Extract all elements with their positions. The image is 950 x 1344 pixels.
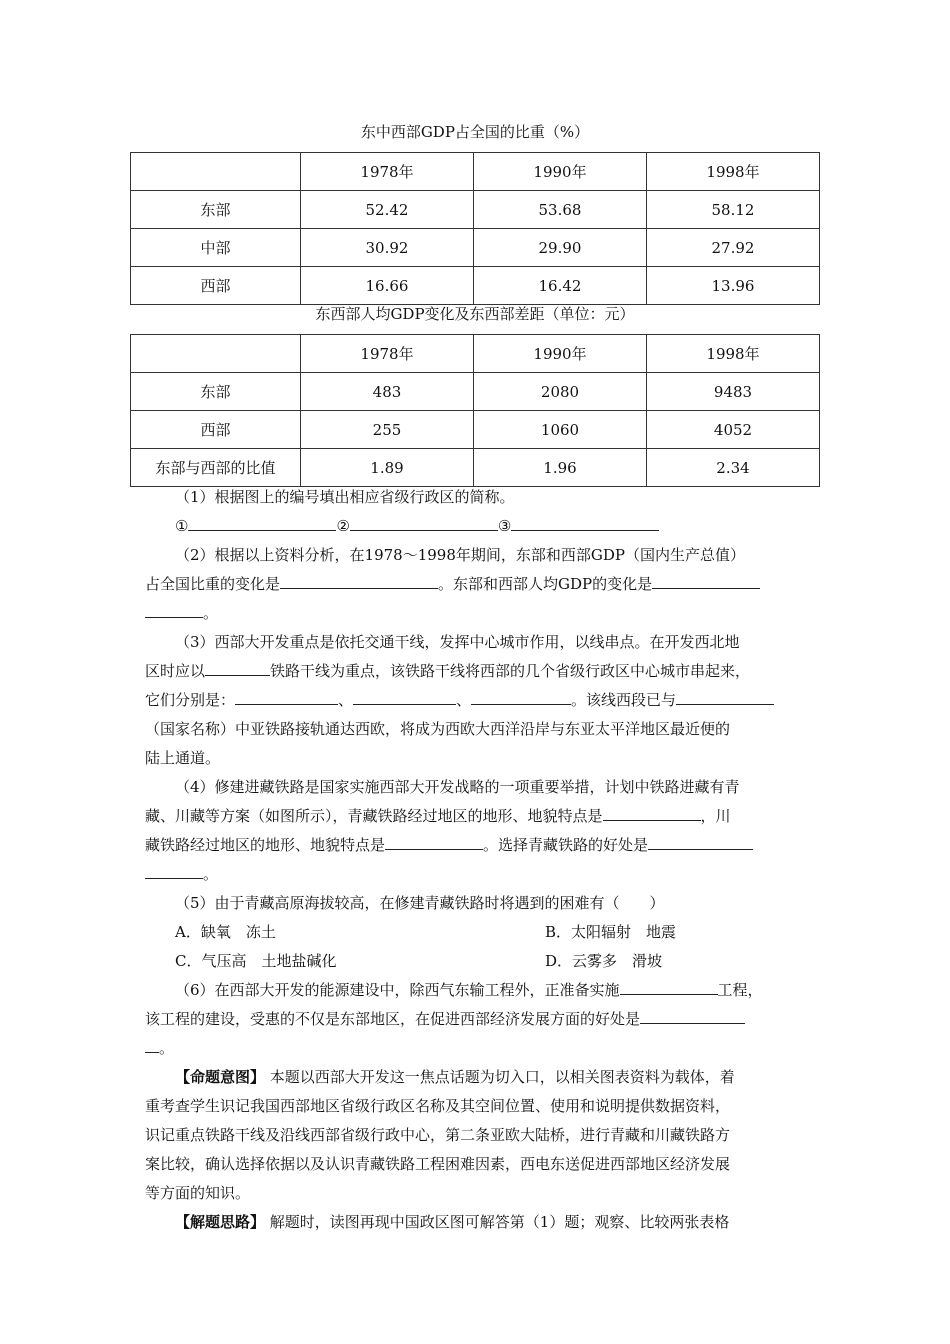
q4-blank-advantage-cont[interactable] bbox=[145, 862, 203, 879]
row-label: 西部 bbox=[131, 411, 301, 449]
option-b[interactable]: B．太阳辐射 地震 bbox=[545, 923, 677, 941]
q2-line-1: （2）根据以上资料分析，在1978～1998年期间，东部和西部GDP（国内生产总值） bbox=[175, 546, 745, 564]
header-cell: 1990年 bbox=[474, 153, 647, 191]
q2-line-3 bbox=[145, 599, 810, 628]
q6-line-1 bbox=[145, 976, 810, 1005]
q1-blank-1[interactable] bbox=[188, 514, 336, 531]
table-cell: 30.92 bbox=[301, 229, 474, 267]
q2-text: 。东部和西部人均GDP的变化是 bbox=[438, 575, 653, 593]
option-a[interactable]: A．缺氧 冻土 bbox=[175, 923, 276, 941]
q3-blank-city-2[interactable] bbox=[353, 688, 456, 705]
q1-blank-2[interactable] bbox=[350, 514, 498, 531]
q4-line-3 bbox=[145, 831, 810, 860]
table1-caption: 东中西部GDP占全国的比重（%） bbox=[360, 123, 590, 141]
intent-line-2: 重考查学生识记我国西部地区省级行政区名称及其空间位置、使用和说明提供数据资料， bbox=[145, 1097, 731, 1115]
q6-text: 工程， bbox=[717, 981, 763, 999]
q3-blank-railway[interactable] bbox=[205, 659, 270, 676]
q5-options-row-1 bbox=[145, 918, 810, 947]
header-cell: 1978年 bbox=[301, 153, 474, 191]
table-cell: 13.96 bbox=[647, 267, 820, 305]
q2-blank-2[interactable] bbox=[652, 572, 760, 589]
table-cell: 483 bbox=[301, 373, 474, 411]
approach-line-1 bbox=[145, 1208, 810, 1237]
q1-marker-2: ② bbox=[336, 517, 350, 535]
intent-line-1 bbox=[145, 1063, 810, 1092]
q4-line-4 bbox=[145, 860, 810, 889]
row-label: 东部 bbox=[131, 373, 301, 411]
q4-text: 。选择青藏铁路的好处是 bbox=[483, 836, 649, 854]
q3-line-2 bbox=[145, 657, 810, 686]
header-cell bbox=[131, 335, 301, 373]
option-d[interactable]: D．云雾多 滑坡 bbox=[545, 952, 663, 970]
q1-stem: （1）根据图上的编号填出相应省级行政区的简称。 bbox=[175, 488, 515, 506]
question-body bbox=[145, 483, 810, 1237]
q4-blank-qinghai-tibet[interactable] bbox=[603, 804, 701, 821]
table-cell: 4052 bbox=[647, 411, 820, 449]
table-cell: 255 bbox=[301, 411, 474, 449]
table-cell: 1.96 bbox=[474, 449, 647, 487]
q3-line-5: 陆上通道。 bbox=[145, 749, 221, 767]
q5-stem: （5）由于青藏高原海拔较高，在修建青藏铁路时将遇到的困难有（ ） bbox=[175, 894, 665, 912]
q4-blank-advantage[interactable] bbox=[648, 833, 753, 850]
q6-text: 。 bbox=[159, 1039, 175, 1057]
q2-text: 。 bbox=[203, 604, 219, 622]
q3-line-4: （国家名称）中亚铁路接轨通达西欧，将成为西欧大西洋沿岸与东亚太平洋地区最近便的 bbox=[145, 720, 731, 738]
per-capita-gdp-table bbox=[130, 334, 820, 487]
gdp-share-table bbox=[130, 152, 820, 305]
header-cell: 1998年 bbox=[647, 335, 820, 373]
q3-text: 铁路干线为重点，该铁路干线将西部的几个省级行政区中心城市串起来， bbox=[270, 662, 751, 680]
q2-blank-1[interactable] bbox=[280, 572, 438, 589]
q3-line-1: （3）西部大开发重点是依托交通干线，发挥中心城市作用，以线串点。在开发西北地 bbox=[175, 633, 740, 651]
header-cell: 1978年 bbox=[301, 335, 474, 373]
q3-blank-city-3[interactable] bbox=[471, 688, 571, 705]
table-cell: 52.42 bbox=[301, 191, 474, 229]
q6-blank-benefit-cont[interactable] bbox=[145, 1036, 159, 1053]
table-row bbox=[131, 373, 820, 411]
q6-blank-benefit[interactable] bbox=[640, 1007, 745, 1024]
header-cell: 1998年 bbox=[647, 153, 820, 191]
q4-text: ，川 bbox=[700, 807, 731, 825]
q3-blank-country[interactable] bbox=[676, 688, 774, 705]
q6-blank-project[interactable] bbox=[620, 978, 718, 995]
q3-text: 、 bbox=[456, 691, 472, 709]
q4-line-1: （4）修建进藏铁路是国家实施西部大开发战略的一项重要举措，计划中铁路进藏有青 bbox=[175, 778, 740, 796]
q3-blank-city-1[interactable] bbox=[235, 688, 338, 705]
q2-text: 占全国比重的变化是 bbox=[145, 575, 281, 593]
table-cell: 58.12 bbox=[647, 191, 820, 229]
q6-line-3 bbox=[145, 1034, 810, 1063]
table-cell: 27.92 bbox=[647, 229, 820, 267]
table-header-row bbox=[131, 153, 820, 191]
approach-text: 解题时，读图再现中国政区图可解答第（1）题；观察、比较两张表格 bbox=[269, 1213, 730, 1231]
table-cell: 29.90 bbox=[474, 229, 647, 267]
q6-text: （6）在西部大开发的能源建设中，除西气东输工程外，正准备实施 bbox=[175, 981, 620, 999]
approach-label: 【解题思路】 bbox=[175, 1213, 266, 1231]
table-row bbox=[131, 229, 820, 267]
header-cell bbox=[131, 153, 301, 191]
table-cell: 16.66 bbox=[301, 267, 474, 305]
intent-line-4: 案比较，确认选择依据以及认识青藏铁路工程困难因素，西电东送促进西部地区经济发展 bbox=[145, 1155, 731, 1173]
q6-text: 该工程的建设，受惠的不仅是东部地区，在促进西部经济发展方面的好处是 bbox=[145, 1010, 641, 1028]
row-label: 东部与西部的比值 bbox=[131, 449, 301, 487]
q2-line-2 bbox=[145, 570, 810, 599]
q1-marker-3: ③ bbox=[497, 517, 512, 535]
table-cell: 9483 bbox=[647, 373, 820, 411]
table-row bbox=[131, 411, 820, 449]
q1-answer-line bbox=[145, 512, 810, 541]
table-row bbox=[131, 267, 820, 305]
q5-options-row-2 bbox=[145, 947, 810, 976]
q3-text: 。该线西段已与 bbox=[571, 691, 677, 709]
table-cell: 1060 bbox=[474, 411, 647, 449]
table-cell: 1.89 bbox=[301, 449, 474, 487]
q4-text: 藏铁路经过地区的地形、地貌特点是 bbox=[145, 836, 386, 854]
q4-line-2 bbox=[145, 802, 810, 831]
table-header-row bbox=[131, 335, 820, 373]
table-row bbox=[131, 449, 820, 487]
table-cell: 16.42 bbox=[474, 267, 647, 305]
table-cell: 53.68 bbox=[474, 191, 647, 229]
q4-text: 。 bbox=[203, 865, 219, 883]
row-label: 西部 bbox=[131, 267, 301, 305]
option-c[interactable]: C．气压高 土地盐碱化 bbox=[175, 952, 337, 970]
table2-caption: 东西部人均GDP变化及东西部差距（单位：元） bbox=[315, 305, 635, 323]
q2-blank-2-cont[interactable] bbox=[145, 601, 203, 618]
intent-label: 【命题意图】 bbox=[175, 1068, 266, 1086]
q3-line-3 bbox=[145, 686, 810, 715]
q3-text: 、 bbox=[338, 691, 354, 709]
intent-text: 本题以西部大开发这一焦点话题为切入口，以相关图表资料为载体，着 bbox=[269, 1068, 735, 1086]
q3-text: 区时应以 bbox=[145, 662, 206, 680]
intent-line-3: 识记重点铁路干线及沿线西部省级行政中心，第二条亚欧大陆桥，进行青藏和川藏铁路方 bbox=[145, 1126, 731, 1144]
row-label: 东部 bbox=[131, 191, 301, 229]
q3-text: 它们分别是： bbox=[145, 691, 236, 709]
q4-blank-sichuan-tibet[interactable] bbox=[385, 833, 483, 850]
q6-line-2 bbox=[145, 1005, 810, 1034]
q4-text: 藏、川藏等方案（如图所示），青藏铁路经过地区的地形、地貌特点是 bbox=[145, 807, 603, 825]
table-cell: 2080 bbox=[474, 373, 647, 411]
table-row bbox=[131, 191, 820, 229]
header-cell: 1990年 bbox=[474, 335, 647, 373]
intent-line-5: 等方面的知识。 bbox=[145, 1184, 251, 1202]
table-cell: 2.34 bbox=[647, 449, 820, 487]
q1-marker-1: ① bbox=[175, 517, 189, 535]
q1-blank-3[interactable] bbox=[511, 514, 659, 531]
row-label: 中部 bbox=[131, 229, 301, 267]
